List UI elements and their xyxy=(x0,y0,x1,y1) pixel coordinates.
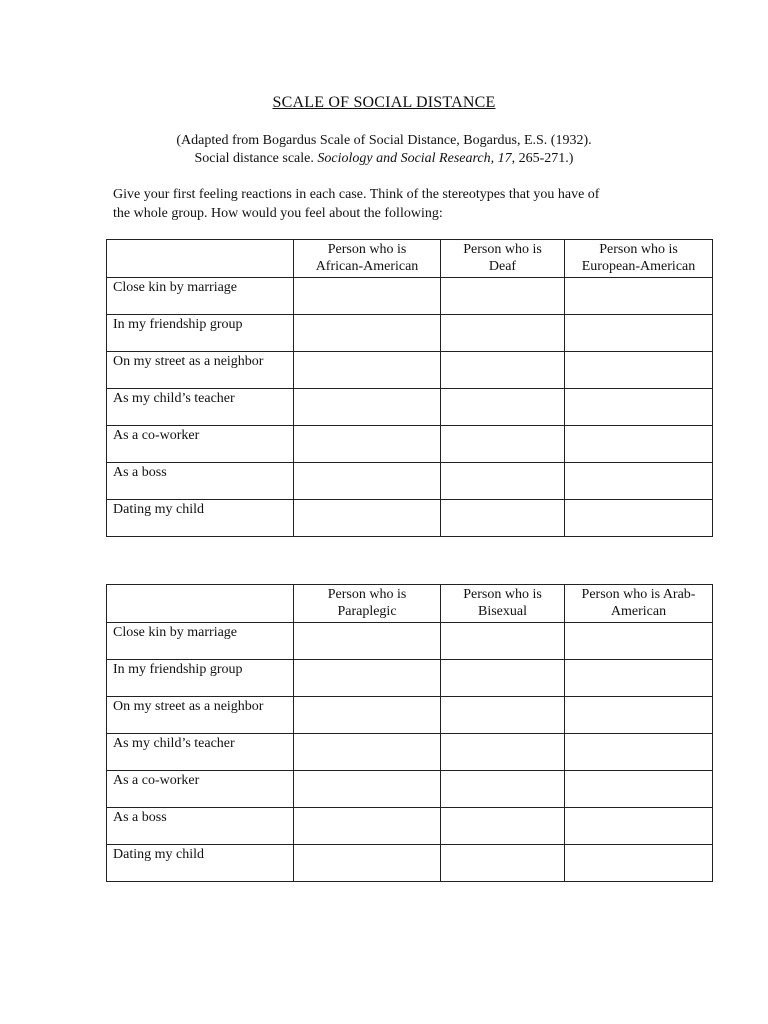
response-cell[interactable] xyxy=(441,771,565,808)
response-cell[interactable] xyxy=(441,697,565,734)
header-bisexual: Person who is Bisexual xyxy=(441,585,565,623)
table-row xyxy=(107,623,713,660)
response-cell[interactable] xyxy=(565,315,713,352)
row-label: In my friendship group xyxy=(107,315,294,352)
row-label: On my street as a neighbor xyxy=(107,697,294,734)
table-row xyxy=(107,808,713,845)
row-label: Close kin by marriage xyxy=(107,623,294,660)
table-header-row xyxy=(107,585,713,623)
response-cell[interactable] xyxy=(294,845,441,882)
instructions-line-1: Give your first feeling reactions in each case. Think of the stereotypes that you have of xyxy=(113,187,600,202)
table-row xyxy=(107,315,713,352)
response-cell[interactable] xyxy=(565,278,713,315)
response-cell[interactable] xyxy=(441,808,565,845)
response-cell[interactable] xyxy=(441,734,565,771)
response-cell[interactable] xyxy=(565,808,713,845)
row-label: As a boss xyxy=(107,463,294,500)
social-distance-table-2 xyxy=(106,584,713,882)
response-cell[interactable] xyxy=(565,734,713,771)
header-european-american: Person who is European-American xyxy=(565,240,713,278)
response-cell[interactable] xyxy=(294,697,441,734)
response-cell[interactable] xyxy=(565,697,713,734)
table-row xyxy=(107,771,713,808)
response-cell[interactable] xyxy=(565,771,713,808)
response-cell[interactable] xyxy=(294,623,441,660)
response-cell[interactable] xyxy=(441,389,565,426)
header-corner-cell xyxy=(107,585,294,623)
response-cell[interactable] xyxy=(441,426,565,463)
row-label: As my child’s teacher xyxy=(107,389,294,426)
table-row xyxy=(107,278,713,315)
response-cell[interactable] xyxy=(441,845,565,882)
header-corner-cell xyxy=(107,240,294,278)
response-cell[interactable] xyxy=(565,660,713,697)
row-label: As a co-worker xyxy=(107,426,294,463)
instructions-line-2: the whole group. How would you feel about the following: xyxy=(113,206,443,221)
response-cell[interactable] xyxy=(294,426,441,463)
page-title: SCALE OF SOCIAL DISTANCE xyxy=(272,94,496,111)
header-arab-american: Person who is Arab- American xyxy=(565,585,713,623)
social-distance-table-1 xyxy=(106,239,713,537)
citation-line-1: (Adapted from Bogardus Scale of Social Distance, Bogardus, E.S. (1932). xyxy=(176,133,592,148)
response-cell[interactable] xyxy=(441,500,565,537)
citation-line-2-prefix: Social distance scale. xyxy=(194,151,318,166)
table-row xyxy=(107,463,713,500)
table-row xyxy=(107,697,713,734)
response-cell[interactable] xyxy=(565,426,713,463)
response-cell[interactable] xyxy=(565,389,713,426)
response-cell[interactable] xyxy=(565,352,713,389)
response-cell[interactable] xyxy=(441,278,565,315)
table-row xyxy=(107,845,713,882)
row-label: Dating my child xyxy=(107,500,294,537)
response-cell[interactable] xyxy=(294,352,441,389)
response-cell[interactable] xyxy=(565,845,713,882)
table-header-row xyxy=(107,240,713,278)
table-row xyxy=(107,389,713,426)
response-cell[interactable] xyxy=(294,734,441,771)
response-cell[interactable] xyxy=(294,463,441,500)
row-label: In my friendship group xyxy=(107,660,294,697)
row-label: As my child’s teacher xyxy=(107,734,294,771)
response-cell[interactable] xyxy=(294,660,441,697)
response-cell[interactable] xyxy=(294,315,441,352)
response-cell[interactable] xyxy=(441,463,565,500)
response-cell[interactable] xyxy=(565,463,713,500)
citation-line-2-suffix: , 265-271.) xyxy=(511,151,574,166)
table-row xyxy=(107,734,713,771)
citation xyxy=(0,132,768,168)
row-label: As a co-worker xyxy=(107,771,294,808)
table-row xyxy=(107,352,713,389)
response-cell[interactable] xyxy=(565,500,713,537)
row-label: Dating my child xyxy=(107,845,294,882)
table-row xyxy=(107,426,713,463)
response-cell[interactable] xyxy=(441,352,565,389)
citation-journal: Sociology and Social Research, 17 xyxy=(317,151,512,166)
table-row xyxy=(107,660,713,697)
row-label: Close kin by marriage xyxy=(107,278,294,315)
header-deaf: Person who is Deaf xyxy=(441,240,565,278)
response-cell[interactable] xyxy=(441,623,565,660)
row-label: On my street as a neighbor xyxy=(107,352,294,389)
response-cell[interactable] xyxy=(565,623,713,660)
response-cell[interactable] xyxy=(294,389,441,426)
response-cell[interactable] xyxy=(294,771,441,808)
citation-line-2 xyxy=(0,150,768,168)
table-row xyxy=(107,500,713,537)
instructions xyxy=(113,185,673,223)
row-label: As a boss xyxy=(107,808,294,845)
response-cell[interactable] xyxy=(294,278,441,315)
response-cell[interactable] xyxy=(441,660,565,697)
response-cell[interactable] xyxy=(441,315,565,352)
header-african-american: Person who is African-American xyxy=(294,240,441,278)
header-paraplegic: Person who is Paraplegic xyxy=(294,585,441,623)
response-cell[interactable] xyxy=(294,500,441,537)
response-cell[interactable] xyxy=(294,808,441,845)
